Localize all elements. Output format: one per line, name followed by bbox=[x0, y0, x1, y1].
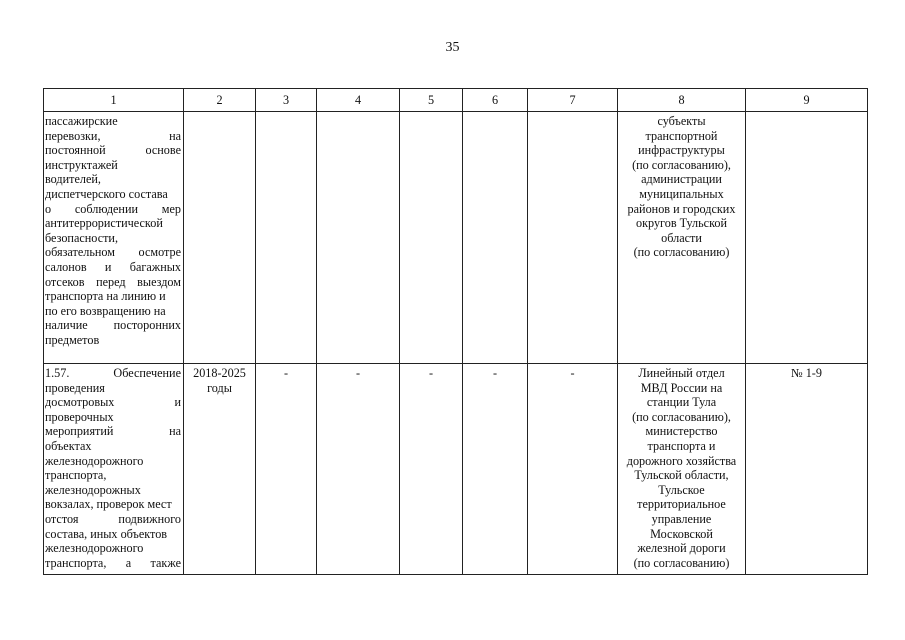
text-line: транспортной bbox=[645, 128, 718, 143]
text-line: станции Тула bbox=[646, 395, 717, 410]
text-line: железнодорожного bbox=[45, 541, 144, 556]
value-cell-7: - bbox=[528, 364, 618, 575]
text-line: отсеков перед выездом bbox=[45, 274, 181, 289]
text-line: водителей, bbox=[45, 172, 101, 187]
period-cell bbox=[184, 364, 256, 575]
header-cell-6: 6 bbox=[463, 89, 528, 112]
text-line: инструктажей bbox=[45, 157, 118, 172]
text-line: управление bbox=[651, 511, 712, 526]
value-cell-4 bbox=[317, 112, 400, 364]
text-line: предметов bbox=[45, 332, 100, 347]
value-cell-4: - bbox=[317, 364, 400, 575]
indicator-cell bbox=[746, 112, 868, 364]
text-line: (по согласованию), bbox=[632, 409, 731, 424]
text-line: вокзалах, проверок мест bbox=[45, 497, 172, 512]
text-line: территориальное bbox=[637, 497, 726, 512]
text-line: транспорта, bbox=[45, 468, 107, 483]
text-line: (по согласованию) bbox=[633, 245, 730, 260]
header-cell-9: 9 bbox=[746, 89, 868, 112]
measures-table bbox=[43, 88, 868, 575]
header-cell-7: 7 bbox=[528, 89, 618, 112]
responsible-cell bbox=[618, 112, 746, 364]
text-line: транспорта и bbox=[647, 438, 716, 453]
text-line: проведения bbox=[45, 380, 105, 395]
table-row-1-57 bbox=[44, 364, 868, 575]
text-line: округов Тульской bbox=[636, 216, 727, 231]
value-cell-7 bbox=[528, 112, 618, 364]
text-line: Линейный отдел bbox=[638, 366, 725, 380]
text-line: досмотровых и bbox=[45, 395, 181, 410]
text-line: салонов и багажных bbox=[45, 259, 181, 274]
text-line: субъекты bbox=[657, 114, 706, 128]
value-cell-6: - bbox=[463, 364, 528, 575]
text-line: 2018-2025 bbox=[193, 366, 246, 380]
text-line: состава, иных объектов bbox=[45, 526, 168, 541]
text-line: наличие посторонних bbox=[45, 318, 181, 333]
text-line: (по согласованию) bbox=[633, 555, 730, 570]
text-line: железнодорожного bbox=[45, 453, 144, 468]
page-number: 35 bbox=[445, 40, 460, 55]
text-line: дорожного хозяйства bbox=[626, 453, 737, 468]
text-line: области bbox=[661, 230, 702, 245]
value-cell-5 bbox=[400, 112, 463, 364]
text-line: пассажирские bbox=[45, 114, 118, 128]
indicator-cell: № 1-9 bbox=[746, 364, 868, 575]
text-line: министерство bbox=[645, 424, 718, 439]
text-line: (по согласованию), bbox=[632, 157, 731, 172]
text-line: железнодорожных bbox=[45, 482, 141, 497]
text-line: обязательном осмотре bbox=[45, 245, 181, 260]
header-cell-3: 3 bbox=[256, 89, 317, 112]
text-line: транспорта на линию и bbox=[45, 289, 166, 304]
text-line: администрации bbox=[641, 172, 722, 187]
text-line: 1.57. Обеспечение bbox=[45, 366, 181, 380]
text-line: МВД России на bbox=[640, 380, 723, 395]
text-line: о соблюдении мер bbox=[45, 201, 181, 216]
period-cell bbox=[184, 112, 256, 364]
text-line: годы bbox=[207, 380, 232, 395]
measure-description-cell bbox=[44, 112, 184, 364]
value-cell-3: - bbox=[256, 364, 317, 575]
header-row bbox=[44, 89, 868, 112]
header-cell-4: 4 bbox=[317, 89, 400, 112]
measure-description-cell bbox=[44, 364, 184, 575]
table-row-continued bbox=[44, 112, 868, 364]
text-line: железной дороги bbox=[637, 541, 726, 556]
text-line: муниципальных bbox=[639, 186, 724, 201]
header-cell-2: 2 bbox=[184, 89, 256, 112]
text-line: постоянной основе bbox=[45, 143, 181, 158]
text-line: антитеррористической bbox=[45, 216, 163, 231]
text-line: Московской bbox=[650, 526, 713, 541]
text-line: безопасности, bbox=[45, 230, 119, 245]
value-cell-5: - bbox=[400, 364, 463, 575]
text-line: транспорта, а также bbox=[45, 555, 181, 570]
text-line: отстоя подвижного bbox=[45, 511, 181, 526]
text-line: диспетчерского состава bbox=[45, 186, 168, 201]
header-cell-5: 5 bbox=[400, 89, 463, 112]
value-cell-3 bbox=[256, 112, 317, 364]
responsible-cell bbox=[618, 364, 746, 575]
header-cell-8: 8 bbox=[618, 89, 746, 112]
text-line: Тульское bbox=[658, 482, 705, 497]
text-line: мероприятий на bbox=[45, 424, 181, 439]
text-line: районов и городских bbox=[627, 201, 736, 216]
header-cell-1: 1 bbox=[44, 89, 184, 112]
text-line: по его возвращению на bbox=[45, 303, 166, 318]
text-line: объектах bbox=[45, 438, 92, 453]
text-line: инфраструктуры bbox=[638, 143, 725, 158]
text-line: проверочных bbox=[45, 409, 114, 424]
text-line: перевозки, на bbox=[45, 128, 181, 143]
text-line: Тульской области, bbox=[634, 468, 729, 483]
value-cell-6 bbox=[463, 112, 528, 364]
